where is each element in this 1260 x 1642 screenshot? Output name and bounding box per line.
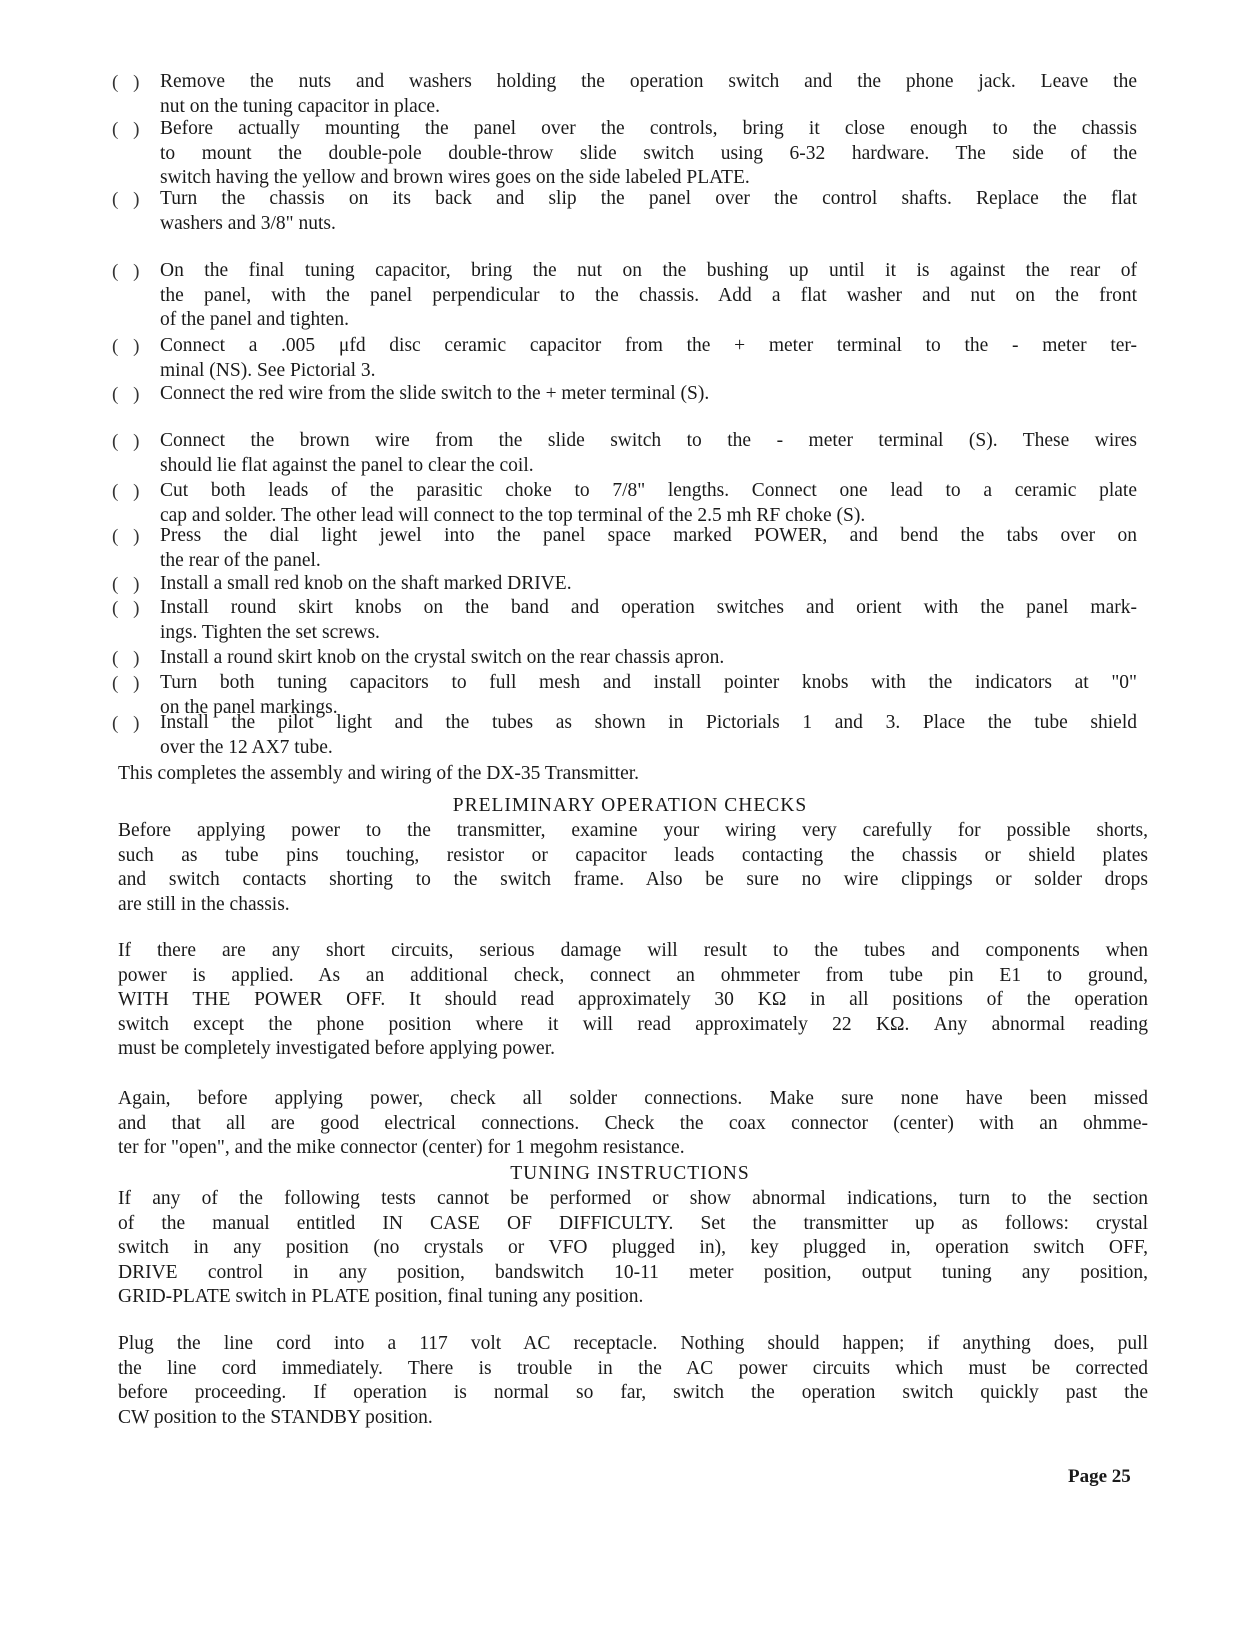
paragraph (118, 819, 1148, 917)
text-line: over the 12 AX7 tube. (160, 736, 333, 758)
assembly-step (160, 382, 1137, 407)
text-line: CW position to the STANDBY position. (118, 1406, 433, 1428)
assembly-step (160, 572, 1137, 597)
assembly-step (160, 187, 1137, 236)
text-line: nut on the tuning capacitor in place. (160, 95, 440, 117)
text-line: Remove the nuts and washers holding the operation switch and the phone jack. Leave the (160, 71, 1137, 92)
assembly-step (160, 70, 1137, 119)
text-line: Turn the chassis on its back and slip the panel over the control shafts. Replace the flat (160, 188, 1137, 209)
text-line: and that all are good electrical connections. Check the coax connector (center) with an ohmme- (118, 1112, 1148, 1134)
text-line: Before actually mounting the panel over the controls, bring it close enough to the chassis (160, 118, 1137, 139)
assembly-step (160, 479, 1137, 528)
step-checkbox[interactable]: ( ) (112, 648, 145, 669)
text-line: washers and 3/8" nuts. (160, 212, 336, 234)
completion-note: This completes the assembly and wiring of the DX-35 Transmitter. (118, 763, 640, 784)
step-checkbox[interactable]: ( ) (112, 574, 145, 595)
text-line: should lie flat against the panel to clear the coil. (160, 454, 534, 476)
text-line: Connect the brown wire from the slide switch to the - meter terminal (S). These wires (160, 430, 1137, 451)
step-checkbox[interactable]: ( ) (112, 431, 145, 452)
text-line: Again, before applying power, check all solder connections. Make sure none have been missed (118, 1088, 1148, 1109)
text-line: Connect a .005 μfd disc ceramic capacitor from the + meter terminal to the - meter ter- (160, 335, 1137, 356)
step-checkbox[interactable]: ( ) (112, 336, 145, 357)
text-line: Before applying power to the transmitter, examine your wiring very carefully for possible shorts, (118, 820, 1148, 841)
step-checkbox[interactable]: ( ) (112, 481, 145, 502)
text-line: of the manual entitled IN CASE OF DIFFICULTY. Set the transmitter up as follows: crystal (118, 1212, 1148, 1234)
text-line: switch having the yellow and brown wires goes on the side labeled PLATE. (160, 167, 750, 188)
text-line: Turn both tuning capacitors to full mesh and install pointer knobs with the indicators at "0" (160, 672, 1137, 693)
text-line: Cut both leads of the parasitic choke to 7/8" lengths. Connect one lead to a ceramic plate (160, 480, 1137, 501)
text-line: must be completely investigated before applying power. (118, 1038, 556, 1059)
text-line: and switch contacts shorting to the switch frame. Also be sure no wire clippings or solder drops (118, 869, 1148, 890)
section-heading-preliminary-checks: PRELIMINARY OPERATION CHECKS (452, 795, 808, 816)
text-line: WITH THE POWER OFF. It should read approximately 30 KΩ in all positions of the operation (118, 989, 1148, 1010)
step-checkbox[interactable]: ( ) (112, 598, 145, 619)
text-line: If any of the following tests cannot be performed or show abnormal indications, turn to the section (118, 1188, 1148, 1209)
text-line: ter for "open", and the mike connector (center) for 1 megohm resistance. (118, 1137, 685, 1158)
text-line: GRID-PLATE switch in PLATE position, final tuning any position. (118, 1286, 644, 1307)
text-line: Press the dial light jewel into the panel space marked POWER, and bend the tabs over on (160, 525, 1137, 546)
step-checkbox[interactable]: ( ) (112, 673, 145, 694)
text-line: to mount the double-pole double-throw slide switch using 6-32 hardware. The side of the (160, 142, 1137, 164)
text-line: power is applied. As an additional check, connect an ohmmeter from tube pin E1 to ground, (118, 964, 1148, 986)
paragraph (118, 1187, 1148, 1310)
step-checkbox[interactable]: ( ) (112, 72, 145, 93)
text-line: are still in the chassis. (118, 893, 290, 915)
step-checkbox[interactable]: ( ) (112, 119, 145, 140)
text-line: If there are any short circuits, serious damage will result to the tubes and components when (118, 940, 1148, 961)
paragraph (118, 939, 1148, 1062)
text-line: Install round skirt knobs on the band and operation switches and orient with the panel mark- (160, 597, 1137, 618)
assembly-step (160, 646, 1137, 671)
assembly-step (160, 711, 1137, 760)
section-heading-tuning-instructions: TUNING INSTRUCTIONS (510, 1163, 750, 1184)
text-line: On the final tuning capacitor, bring the nut on the bushing up until it is against the rear of (160, 260, 1137, 281)
assembly-step (160, 524, 1137, 573)
text-line: cap and solder. The other lead will connect to the top terminal of the 2.5 mh RF choke (S). (160, 504, 866, 526)
text-line: Install the pilot light and the tubes as shown in Pictorials 1 and 3. Place the tube shield (160, 712, 1137, 733)
text-line: Install a small red knob on the shaft marked DRIVE. (160, 573, 572, 594)
text-line: before proceeding. If operation is normal so far, switch the operation switch quickly past the (118, 1382, 1148, 1403)
text-line: the panel, with the panel perpendicular to the chassis. Add a flat washer and nut on the front (160, 284, 1137, 306)
text-line: of the panel and tighten. (160, 309, 349, 330)
step-checkbox[interactable]: ( ) (112, 261, 145, 282)
assembly-step (160, 259, 1137, 333)
page-number: Page 25 (1068, 1466, 1131, 1487)
text-line: on the panel markings. (160, 696, 338, 718)
text-line: DRIVE control in any position, bandswitch 10-11 meter position, output tuning any position, (118, 1261, 1148, 1283)
step-checkbox[interactable]: ( ) (112, 713, 145, 734)
paragraph (118, 1087, 1148, 1161)
text-line: minal (NS). See Pictorial 3. (160, 359, 376, 381)
step-checkbox[interactable]: ( ) (112, 526, 145, 547)
text-line: the line cord immediately. There is trouble in the AC power circuits which must be corrected (118, 1357, 1148, 1379)
assembly-step (160, 596, 1137, 645)
step-checkbox[interactable]: ( ) (112, 384, 145, 405)
assembly-step (160, 429, 1137, 478)
text-line: ings. Tighten the set screws. (160, 621, 380, 643)
assembly-step (160, 117, 1137, 191)
step-checkbox[interactable]: ( ) (112, 189, 145, 210)
text-line: Plug the line cord into a 117 volt AC receptacle. Nothing should happen; if anything does, pull (118, 1333, 1148, 1354)
text-line: such as tube pins touching, resistor or capacitor leads contacting the chassis or shield plates (118, 844, 1148, 866)
text-line: switch in any position (no crystals or VFO plugged in), key plugged in, operation switch OFF, (118, 1237, 1148, 1258)
assembly-step (160, 334, 1137, 383)
paragraph (118, 1332, 1148, 1430)
text-line: the rear of the panel. (160, 549, 321, 571)
text-line: Install a round skirt knob on the crystal switch on the rear chassis apron. (160, 647, 725, 668)
text-line: Connect the red wire from the slide switch to the + meter terminal (S). (160, 383, 710, 404)
text-line: switch except the phone position where it will read approximately 22 KΩ. Any abnormal reading (118, 1013, 1148, 1035)
